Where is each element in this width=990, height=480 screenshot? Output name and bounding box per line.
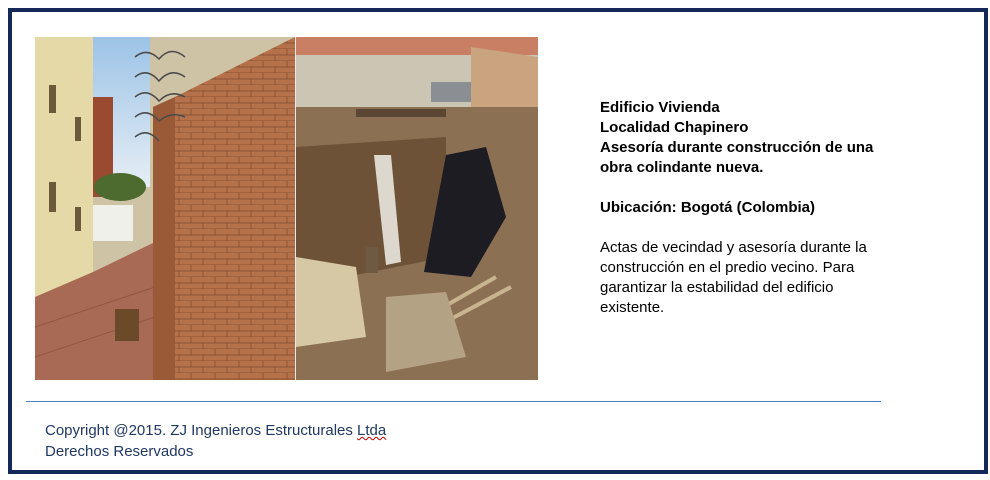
copyright-text: Copyright @2015. ZJ Ingenieros Estructurales xyxy=(45,422,358,439)
photo-alley-brick-wall xyxy=(35,37,295,380)
footer-rule xyxy=(26,401,881,402)
copyright-block xyxy=(45,420,386,462)
project-location: Ubicación: Bogotá (Colombia) xyxy=(600,199,815,216)
project-info xyxy=(600,98,890,318)
rights-reserved: Derechos Reservados xyxy=(45,443,194,460)
construction-photos xyxy=(35,37,538,380)
copyright-line xyxy=(45,420,386,441)
copyright-ltda: Ltda xyxy=(357,422,387,439)
project-title-line-2: Localidad Chapinero xyxy=(600,119,749,136)
project-title-line-3: Asesoría durante construcción de una obra colindante nueva. xyxy=(600,139,874,176)
project-description: Actas de vecindad y asesoría durante la construcción en el predio vecino. Para garantizar la estabilidad del edificio existente. xyxy=(600,239,867,316)
photo-excavation-site xyxy=(296,37,538,380)
project-title-line-1: Edificio Vivienda xyxy=(600,99,720,116)
